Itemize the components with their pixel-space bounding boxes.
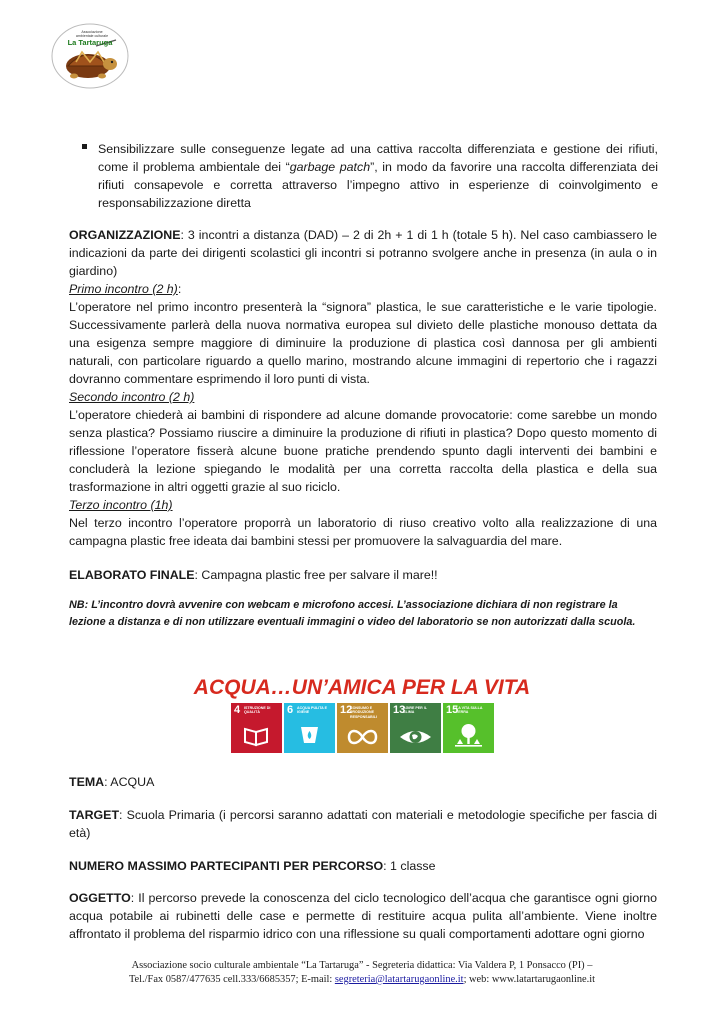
sdg-icons-row <box>231 703 494 753</box>
target-text: : Scuola Primaria (i percorsi saranno adattati con materiali e metodologie specifiche per fascia di età) <box>69 808 657 840</box>
numero-section <box>69 857 657 875</box>
sdg-6-tile <box>284 703 335 753</box>
bullet-italic-term: garbage patch <box>289 160 371 174</box>
sdg-number: 13 <box>393 704 406 716</box>
terzo-incontro-heading: Terzo incontro (1h) <box>69 498 173 512</box>
footer-web: ; web: www.latartarugaonline.it <box>463 974 596 985</box>
elaborato-section <box>69 566 657 584</box>
tema-label: TEMA <box>69 775 105 789</box>
elaborato-text: : Campagna plastic free per salvare il mare!! <box>194 568 438 582</box>
association-logo <box>50 22 130 90</box>
primo-incontro-text: L’operatore nel primo incontro presenterà la “signora” plastica, le sue caratteristiche e le varie tipologie. Successivamente parlerà della nuova normativa europea sul divieto delle plastiche monouso dettata da una esigenza sempre maggiore di diminuire la produzione di plastica così dannosa per gli ambienti naturali, con particolare riguardo a quello marino, mostrando alcune immagini di repertorio che i ragazzi dovranno commentare esprimendo il loro punti di vista. <box>69 300 657 386</box>
sdg-15-tile <box>443 703 494 753</box>
logo-name: La Tartaruga <box>67 38 113 47</box>
sdg-13-tile <box>390 703 441 753</box>
numero-label: NUMERO MASSIMO PARTECIPANTI PER PERCORSO <box>69 859 384 873</box>
primo-incontro-heading: Primo incontro (2 h) <box>69 282 178 296</box>
sdg-12-tile <box>337 703 388 753</box>
footer-line-2 <box>0 973 724 987</box>
section-title: ACQUA…UN’AMICA PER LA VITA <box>193 676 531 699</box>
sdg-label: CONSUMO E PRODUZIONE RESPONSABILI <box>350 706 377 719</box>
tema-section <box>69 773 657 791</box>
target-section <box>69 806 657 842</box>
sdg-label: LA VITA SULLA TERRA <box>456 706 483 715</box>
secondo-incontro-heading: Secondo incontro (2 h) <box>69 390 195 404</box>
email-link[interactable]: segreteria@latartarugaonline.it <box>334 974 464 985</box>
sdg-number: 15 <box>446 704 459 716</box>
nb-note: NB: L’incontro dovrà avvenire con webcam e microfono accesi. L’associazione dichiara di non registrare la lezione a distanza e di non utilizzare eventuali immagini o video del laboratorio se non autorizzati dalla scuola. <box>69 599 636 628</box>
target-label: TARGET <box>69 808 120 822</box>
primo-colon: : <box>177 282 182 296</box>
terzo-incontro-text: Nel terzo incontro l’operatore proporrà un laboratorio di riuso creativo volto alla realizzazione di una campagna plastic free ideata dai bambini stessi per promuovere la salvaguardia del mare. <box>69 516 657 548</box>
sdg-label: ACQUA PULITA E IGIENE <box>297 706 328 715</box>
bullet-text-end: ”, in modo da favorire una raccolta differenziata dei rifiuti consapevole e corretta attraverso l’impegno attivo in esperienze di coinvolgimento e responsabilizzazione diretta <box>98 160 659 210</box>
footer-contacts: Tel./Fax 0587/477635 cell.333/6685357; E-mail: <box>128 974 335 985</box>
sdg-number: 6 <box>287 704 294 716</box>
sdg-label: ISTRUZIONE DI QUALITÀ <box>244 706 271 715</box>
sdg-number: 4 <box>234 704 241 716</box>
organizzazione-label: ORGANIZZAZIONE <box>69 228 181 242</box>
oggetto-section <box>69 889 657 943</box>
logo-line-1: Associazione <box>81 30 103 34</box>
sdg-number: 12 <box>340 704 353 716</box>
logo-line-2: ambientale culturale <box>75 34 109 38</box>
sdg-4-tile <box>231 703 282 753</box>
numero-text: : 1 classe <box>383 859 436 873</box>
footer-line-1: Associazione socio culturale ambientale “La Tartaruga” - Segreteria didattica: Via Valdera P, 1 Ponsacco (PI) – <box>131 960 593 971</box>
oggetto-label: OGGETTO <box>69 891 131 905</box>
objective-bullet <box>98 140 658 212</box>
secondo-incontro-text: L’operatore chiederà ai bambini di rispondere ad alcune domande provocatorie: come sarebbe un mondo senza plastica? Possiamo riuscire a diminuire la produzione di rifiuti in plastica? Dopo questo momento di riflessione l’operatore fisserà alcune buone pratiche prendendo spunto dagli interventi dei bambini e concluderà la lezione spiegando le modalità per una corretta raccolta della plastica e della sua trasformazione in altri oggetti grazie al suo riciclo. <box>69 408 657 494</box>
bullet-square-icon <box>82 144 87 149</box>
sdg-label: AGIRE PER IL CLIMA <box>403 706 427 715</box>
oggetto-text: : Il percorso prevede la conoscenza del ciclo tecnologico dell’acqua che garantisce ogni giorno acqua potabile ai rubinetti delle case e permette di restituire acqua pulita all’ambiente. Viene inoltre affrontato il problema del risparmio idrico con una riflessione su quali comportamenti adottare ogni giorno <box>69 891 657 941</box>
tema-text: : ACQUA <box>104 775 155 789</box>
bullet-text: Sensibilizzare sulle conseguenze legate ad una cattiva raccolta differenziata e gestione dei rifiuti, come il problema ambientale dei “ <box>98 142 658 174</box>
elaborato-label: ELABORATO FINALE <box>69 568 195 582</box>
organizzazione-text: : 3 incontri a distanza (DAD) – 2 di 2h + 1 di 1 h (totale 5 h). Nel caso cambiassero le indicazioni da parte dei dirigenti scolastici gli incontri si potranno svolgere anche in presenza (in aula o in giardino) <box>69 228 657 278</box>
organizzazione-section <box>69 226 657 550</box>
page-footer <box>0 959 724 987</box>
